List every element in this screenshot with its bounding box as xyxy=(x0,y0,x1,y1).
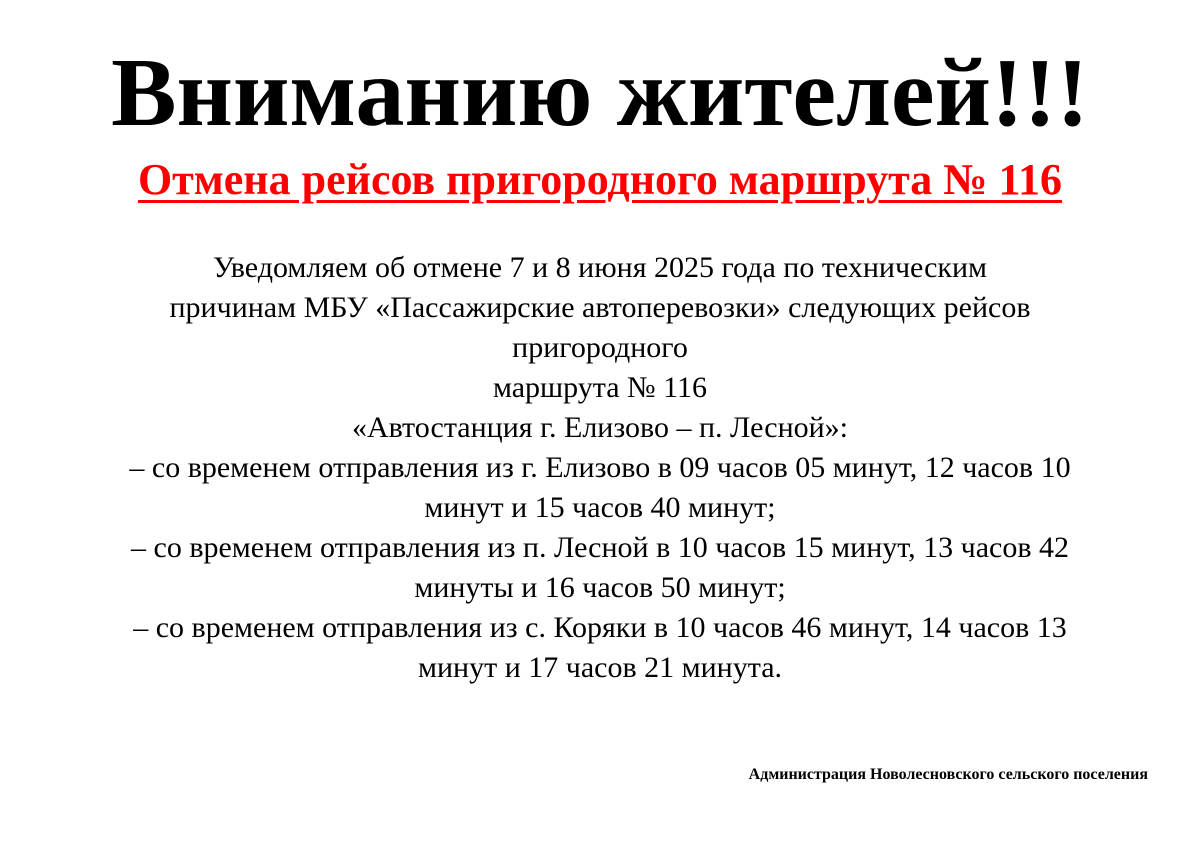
body-line: Уведомляем об отмене 7 и 8 июня 2025 года по техническим xyxy=(212,251,988,284)
body-line: маршрута № 116 xyxy=(492,371,708,404)
body-line: – со временем отправления из п. Лесной в 10 часов 15 минут, 13 часов 42 xyxy=(131,531,1069,564)
body-line: минут и 15 часов 40 минут; xyxy=(424,491,776,524)
body-line: причинам МБУ «Пассажирские автоперевозки» следующих рейсов xyxy=(169,291,1031,324)
notice-body xyxy=(40,248,1160,688)
notice-headline: Вниманию жителей!!! xyxy=(111,39,1089,147)
body-line: минуты и 16 часов 50 минут; xyxy=(414,571,786,604)
body-line: «Автостанция г. Елизово – п. Лесной»: xyxy=(351,411,849,444)
body-line: минут и 17 часов 21 минута. xyxy=(417,651,783,684)
body-line: пригородного xyxy=(512,331,688,364)
notice-signature: Администрация Новолесновского сельского поселения xyxy=(748,766,1148,783)
notice-subheadline: Отмена рейсов пригородного маршрута № 116 xyxy=(137,155,1063,204)
body-line: – со временем отправления из с. Коряки в 10 часов 46 минут, 14 часов 13 xyxy=(133,611,1067,644)
body-line: – со временем отправления из г. Елизово в 09 часов 05 минут, 12 часов 10 xyxy=(129,451,1071,484)
